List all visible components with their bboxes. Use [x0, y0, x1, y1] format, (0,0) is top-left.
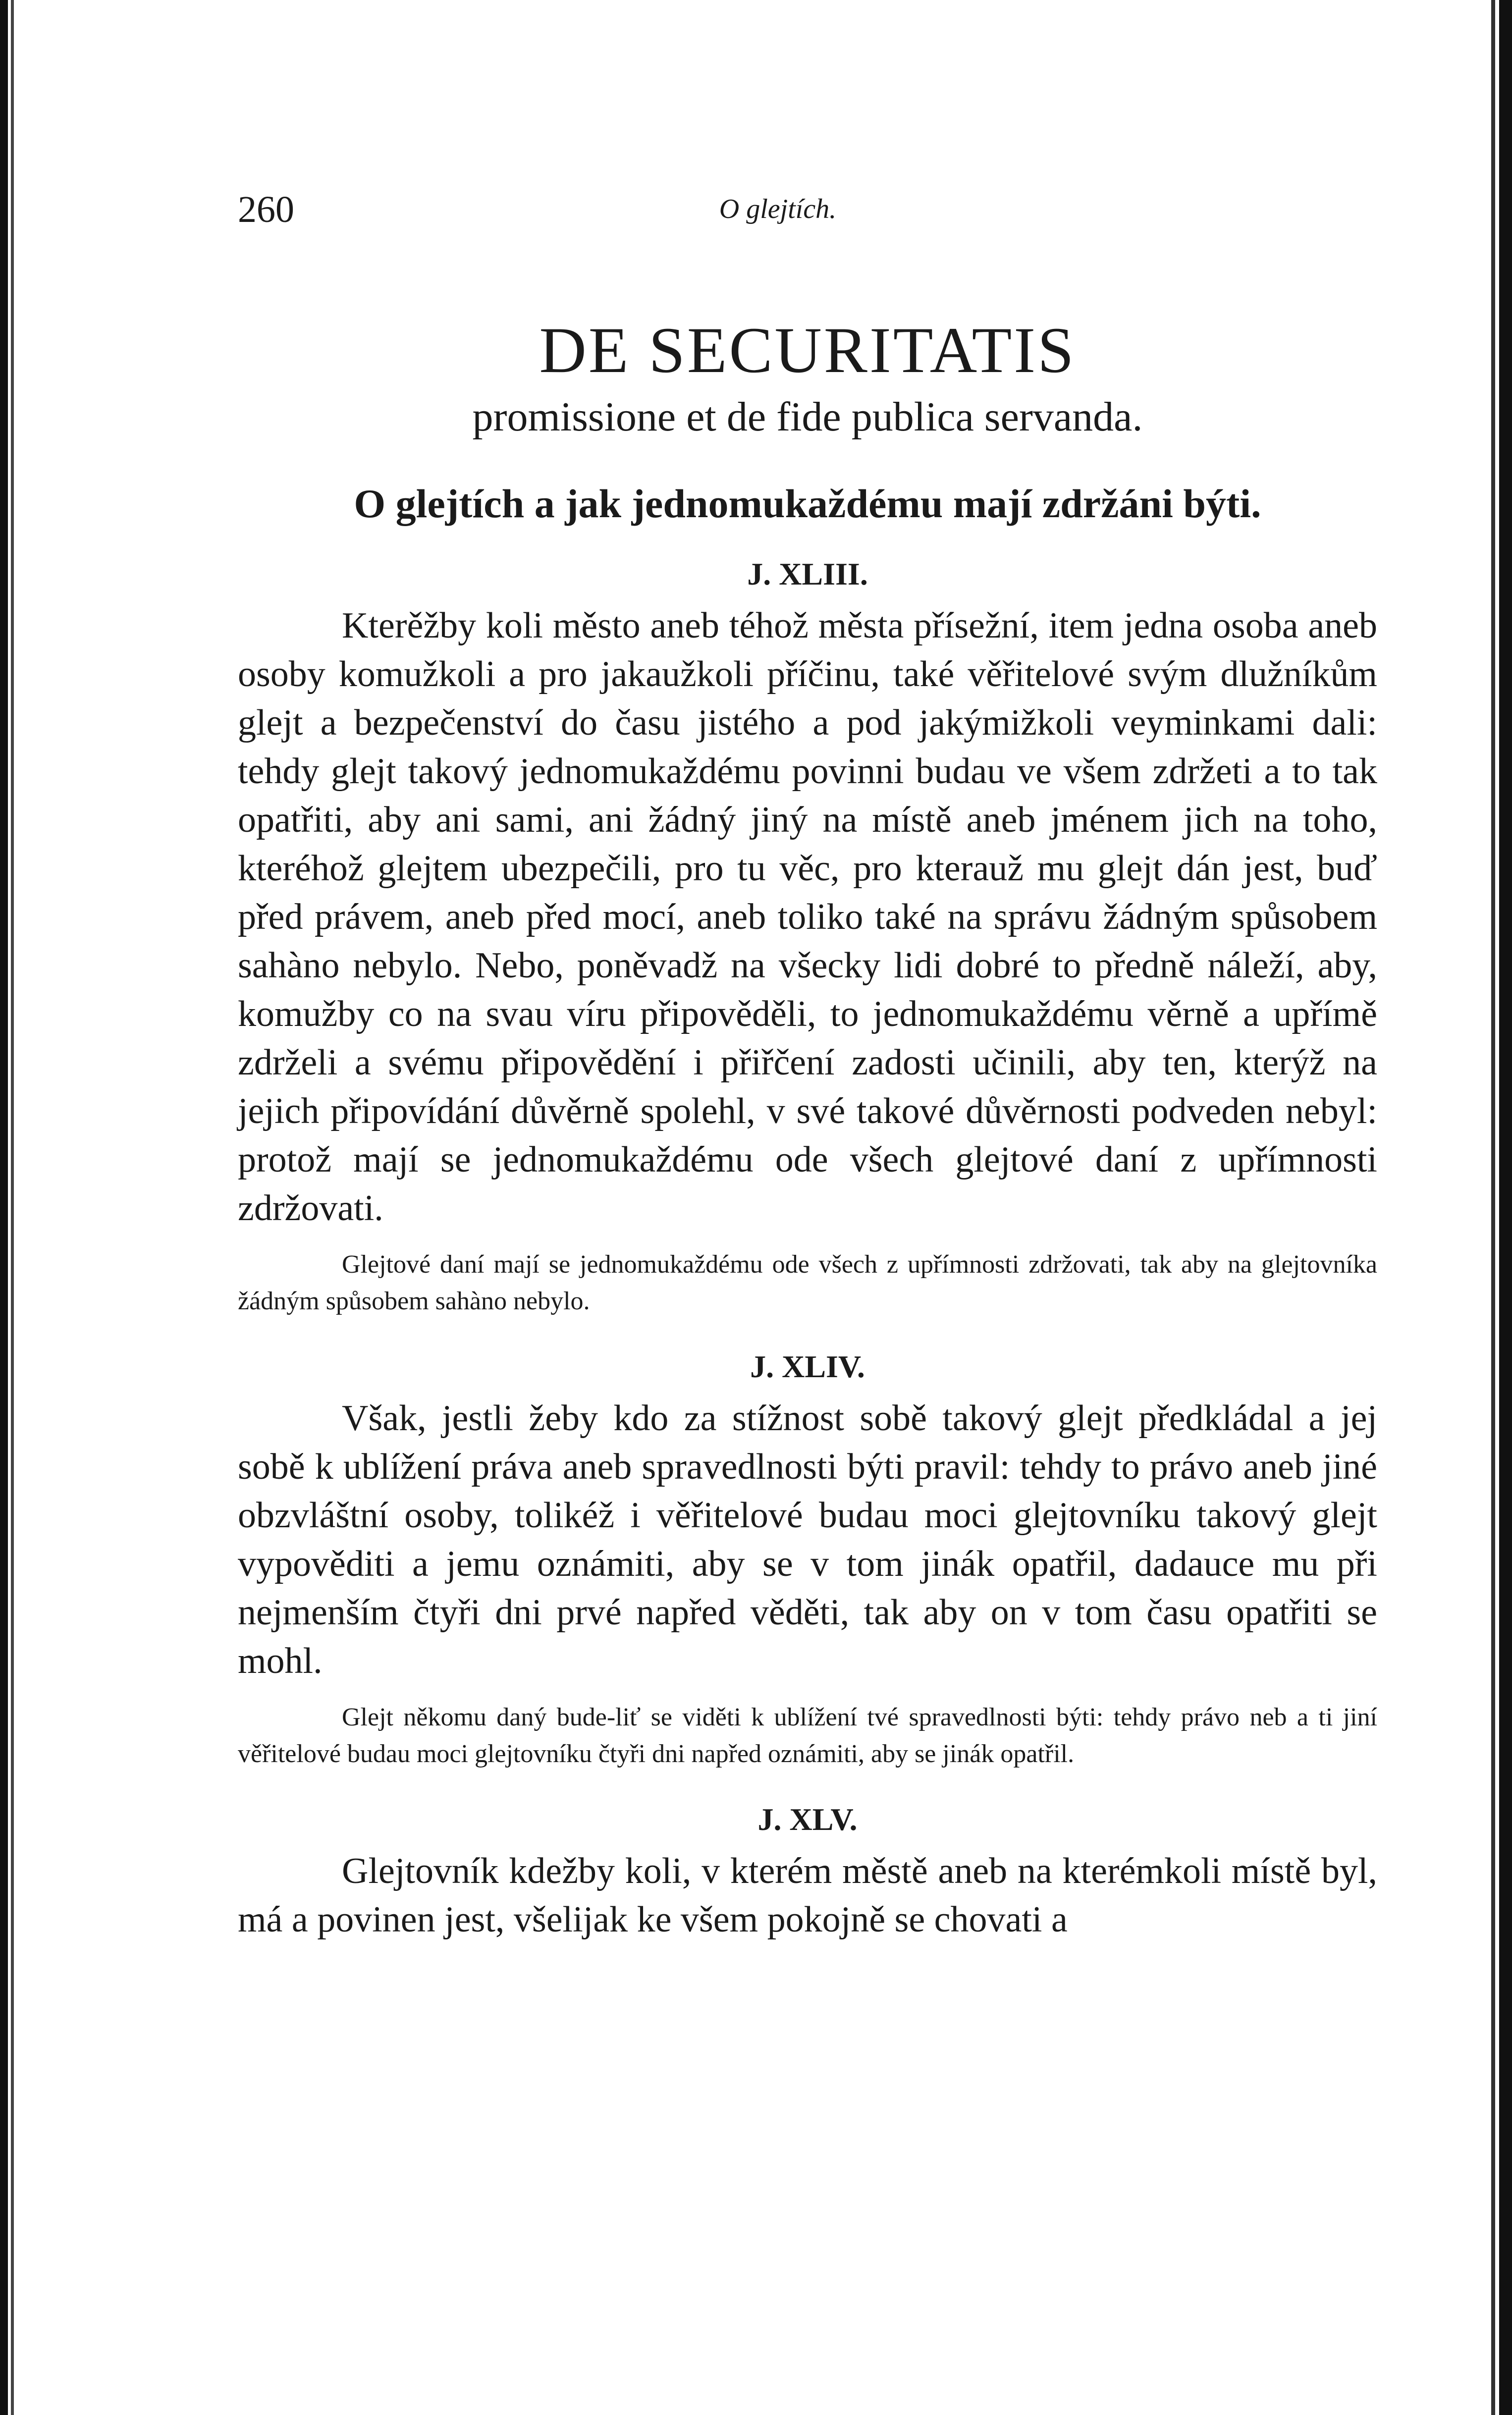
- running-head: [238, 188, 1377, 238]
- section-paragraph: Však, jestli žeby kdo za stížnost sobě takový glejt předkládal a jej sobě k ublížení práva aneb spravedlnosti býti pravil: tehdy to právo aneb jiné obzvláštní osoby, tolikéž i věřitelové budau moci glejtovníku takový glejt vypověditi a jemu oznámiti, aby se v tom jinák opatřil, dadauce mu při nejmenším čtyři dni prvé napřed věděti, tak aby on v tom času opatřiti se mohl.: [238, 1398, 1377, 1681]
- section-heading: J. XLIII.: [747, 556, 868, 591]
- latin-subtitle: promissione et de fide publica servanda.: [472, 394, 1143, 440]
- latin-title: DE SECURITATIS: [539, 314, 1076, 386]
- section-summary-note: Glejt někomu daný bude-liť se viděti k ublížení tvé spravedlnosti býti: tehdy právo neb a ti jiní věřitelové budau moci glejtovníku čtyři dni napřed oznámiti, aby se jinák opatřil.: [238, 1703, 1377, 1768]
- section-paragraph: Glejtovník kdežby koli, v kterém městě aneb na kterémkoli místě byl, má a povinen jest, všelijak ke všem pokojně se chovati a: [238, 1851, 1377, 1940]
- section-paragraph: Kterěžby koli město aneb téhož města přísežní, item jedna osoba aneb osoby komužkoli a pro jakaužkoli příčinu, také věřitelové svým dlužníkům glejt a bezpečenství do času jistého a pod jakýmižkoli veyminkami dali: tehdy glejt takový jednomukaždému povinni budau ve všem zdržeti a to tak opatřiti, aby ani sami, ani žádný jiný na místě aneb jménem jich na toho, kteréhož glejtem ubezpečili, pro tu věc, pro kterauž mu glejt dán jest, buď před právem, aneb před mocí, aneb toliko také na správu žádným spůsobem sahàno nebylo. Nebo, poněvadž na všecky lidi dobré to předně náleží, aby, komužby co na svau víru připověděli, to jednomukaždému věrně a upřímě zdrželi a svému připovědění i přiřčení zadosti učinili, aby ten, kterýž na jejich připovídání důvěrně spolehl, v své takové důvěrnosti podveden nebyl: protož mají se jednomukaždému ode všech glejtové daní z upřímnosti zdržovati.: [238, 605, 1377, 1229]
- scan-left-edge-line: [11, 0, 14, 2415]
- scan-left-edge: [0, 0, 8, 2415]
- section-heading: J. XLV.: [757, 1802, 858, 1837]
- scan-right-edge-line: [1491, 0, 1495, 2415]
- czech-title: O glejtích a jak jednomukaždému mají zdržáni býti.: [354, 481, 1261, 526]
- running-title: O glejtích.: [719, 194, 837, 224]
- section-summary-note: Glejtové daní mají se jednomukaždému ode všech z upřímnosti zdržovati, tak aby na glejtovníka žádným spůsobem sahàno nebylo.: [238, 1250, 1377, 1315]
- scan-right-edge: [1499, 0, 1512, 2415]
- book-page: [238, 188, 1377, 1944]
- section-heading: J. XLIV.: [750, 1349, 865, 1384]
- page-number: 260: [238, 189, 294, 230]
